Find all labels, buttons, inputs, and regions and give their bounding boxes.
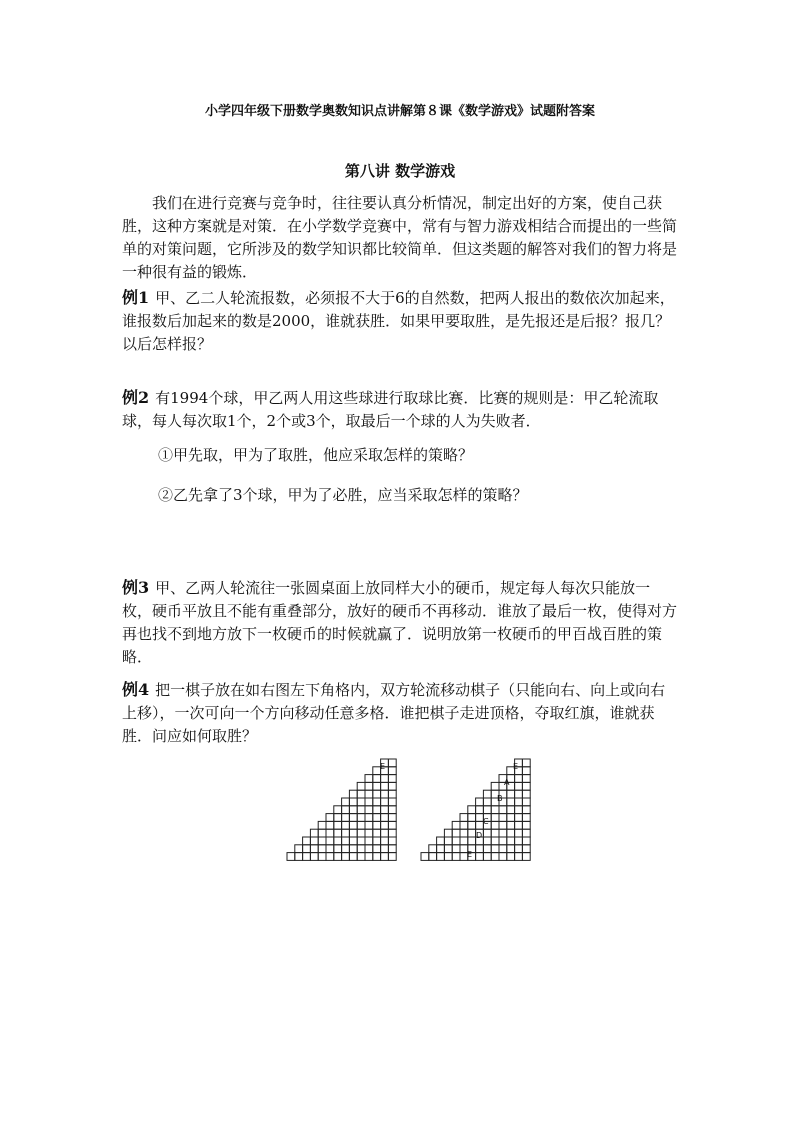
grid-cell [373, 798, 381, 806]
grid-cell [515, 829, 523, 837]
grid-cell [381, 775, 389, 783]
example-1-label: 例1 [122, 288, 150, 307]
grid-cell [326, 837, 334, 845]
grid-cell [365, 775, 373, 783]
grid-cell [388, 845, 396, 853]
grid-cell [318, 829, 326, 837]
grid-cell [388, 806, 396, 814]
grid-cell [310, 837, 318, 845]
grid-cell [515, 798, 523, 806]
grid-cell [388, 853, 396, 861]
grid-cell [342, 798, 350, 806]
grid-cell [499, 806, 507, 814]
grid-cell [381, 782, 389, 790]
grid-cell [326, 845, 334, 853]
grid-cell [515, 814, 523, 822]
grid-cell [381, 806, 389, 814]
grid-cell [483, 806, 491, 814]
grid-cell [491, 806, 499, 814]
grid-cell [388, 775, 396, 783]
grid-cell [318, 821, 326, 829]
grid-cell [507, 837, 515, 845]
grid-cell [388, 837, 396, 845]
grid-cell [349, 821, 357, 829]
grid-cell [381, 798, 389, 806]
grid-cell [295, 853, 303, 861]
grid-cell [373, 775, 381, 783]
document-title: 小学四年级下册数学奥数知识点讲解第８课《数学游戏》试题附答案 [204, 104, 595, 119]
grid-cell [349, 845, 357, 853]
grid-cell [522, 821, 530, 829]
grid-cell [522, 782, 530, 790]
grid-cell [373, 853, 381, 861]
grid-cell [522, 775, 530, 783]
grid-cell [452, 821, 460, 829]
grid-cell [507, 814, 515, 822]
example-2 [122, 386, 678, 433]
grid-cell [460, 821, 468, 829]
grid-cell [357, 837, 365, 845]
grid-cell [437, 845, 445, 853]
grid-cell [287, 853, 295, 861]
example-2-label: 例2 [122, 388, 150, 407]
grid-cell [373, 782, 381, 790]
grid-cell [388, 798, 396, 806]
grid-cell [452, 829, 460, 837]
grid-cell [318, 837, 326, 845]
grid-cell [357, 790, 365, 798]
grid-cell [373, 829, 381, 837]
grid-cell [342, 829, 350, 837]
grid-cell [365, 798, 373, 806]
grid-cell [468, 806, 476, 814]
grid-cell [373, 821, 381, 829]
grid-cell [326, 829, 334, 837]
grid-cell [507, 853, 515, 861]
grid-cell [365, 837, 373, 845]
grid-cell [373, 790, 381, 798]
grid-cell [310, 829, 318, 837]
grid-cell [522, 806, 530, 814]
grid-cell [310, 853, 318, 861]
grid-cell [429, 845, 437, 853]
grid-cell [357, 853, 365, 861]
grid-cell [491, 814, 499, 822]
grid-cell [515, 782, 523, 790]
grid-cell [507, 790, 515, 798]
grid-cell [388, 829, 396, 837]
grid-cell [334, 829, 342, 837]
grid-cell [381, 829, 389, 837]
example-4-label: 例4 [122, 680, 150, 699]
grid-cell [483, 845, 491, 853]
grid-cell [515, 821, 523, 829]
grid-cell [522, 798, 530, 806]
grid-cell [476, 853, 484, 861]
grid-cell [295, 845, 303, 853]
example-3-text: 甲、乙两人轮流往一张圆桌面上放同样大小的硬币，规定每人每次只能放一枚，硬币平放且不能有重叠部分，放好的硬币不再移动．谁放了最后一枚，使得对方再也找不到地方放下一枚硬币的时候就赢了．说明放第一枚硬币的甲百战百胜的策略． [122, 579, 678, 666]
grid-cell [342, 837, 350, 845]
grid-cell [476, 845, 484, 853]
grid-cell [326, 853, 334, 861]
grid-cell [365, 829, 373, 837]
grid-cell [342, 821, 350, 829]
grid-cell [444, 845, 452, 853]
grid-cell [483, 837, 491, 845]
grid-cell [507, 845, 515, 853]
grid-cell [476, 798, 484, 806]
grid-cell [468, 829, 476, 837]
grid-cell [318, 845, 326, 853]
grid-cell [499, 821, 507, 829]
grid-cell [499, 814, 507, 822]
square-label-d: D [476, 831, 483, 840]
grid-cell [373, 814, 381, 822]
grid-cell [365, 814, 373, 822]
square-label-c: C [483, 817, 489, 826]
grid-cell [334, 821, 342, 829]
example-2-question-2: ②乙先拿了3个球，甲为了必胜，应当采取怎样的策略？ [158, 486, 528, 504]
grid-cell [507, 806, 515, 814]
grid-cell [460, 814, 468, 822]
grid-cell [388, 782, 396, 790]
grid-cell [499, 829, 507, 837]
grid-cell [491, 821, 499, 829]
grid-cell [357, 814, 365, 822]
staircase-grid-right [420, 758, 532, 862]
example-3 [122, 576, 678, 669]
grid-cell [357, 821, 365, 829]
grid-cell [357, 829, 365, 837]
grid-cell [437, 837, 445, 845]
grid-cell [437, 853, 445, 861]
grid-cell [334, 845, 342, 853]
grid-cell [342, 814, 350, 822]
grid-cell [483, 853, 491, 861]
grid-cell [515, 837, 523, 845]
grid-cell [381, 837, 389, 845]
grid-cell [491, 845, 499, 853]
grid-cell [365, 853, 373, 861]
flag-label-right: E [513, 762, 519, 771]
flag-label-left: E [380, 762, 386, 771]
grid-cell [349, 837, 357, 845]
grid-cell [499, 853, 507, 861]
grid-cell [373, 837, 381, 845]
intro-paragraph: 我们在进行竞赛与竞争时，往往要认真分析情况，制定出好的方案，使自己获胜，这种方案就是对策．在小学数学竞赛中，常有与智力游戏相结合而提出的一些简单的对策问题，它所涉及的数学知识都比较简单．但这类题的解答对我们的智力将是一种很有益的锻炼． [122, 194, 678, 281]
grid-cell [342, 845, 350, 853]
grid-cell [483, 790, 491, 798]
grid-cell [326, 814, 334, 822]
grid-cell [381, 853, 389, 861]
grid-cell [381, 845, 389, 853]
grid-cell [334, 806, 342, 814]
grid-cell [349, 806, 357, 814]
grid-cell [491, 837, 499, 845]
grid-cell [342, 853, 350, 861]
grid-cell [334, 814, 342, 822]
grid-cell [303, 853, 311, 861]
grid-cell [507, 798, 515, 806]
grid-cell [381, 790, 389, 798]
example-4-text: 把一棋子放在如右图左下角格内，双方轮流移动棋子（只能向右、向上或向右上移），一次可向一个方向移动任意多格．谁把棋子走进顶格，夺取红旗，谁就获胜．问应如何取胜？ [122, 681, 666, 745]
grid-cell [388, 821, 396, 829]
grid-cell [365, 790, 373, 798]
grid-cell [507, 821, 515, 829]
lecture-title: 第八讲 数学游戏 [344, 162, 456, 180]
grid-cell [388, 759, 396, 767]
example-3-label: 例3 [122, 578, 150, 597]
grid-cell [373, 806, 381, 814]
grid-cell [303, 837, 311, 845]
grid-cell [522, 814, 530, 822]
grid-cell [515, 845, 523, 853]
grid-cell [334, 837, 342, 845]
grid-cell [326, 821, 334, 829]
example-2-text: 有1994个球，甲乙两人用这些球进行取球比赛．比赛的规则是：甲乙轮流取球，每人每次取1个，2个或3个，取最后一个球的人为失败者． [122, 389, 659, 430]
square-label-b: B [497, 794, 503, 803]
grid-cell [468, 837, 476, 845]
grid-cell [515, 775, 523, 783]
grid-cell [349, 798, 357, 806]
grid-cell [357, 782, 365, 790]
grid-cell [499, 845, 507, 853]
square-label-start: E [467, 850, 473, 859]
grid-cell [444, 837, 452, 845]
grid-cell [349, 814, 357, 822]
grid-cell [365, 845, 373, 853]
grid-cell [429, 853, 437, 861]
grid-cell [357, 845, 365, 853]
grid-cell [388, 790, 396, 798]
grid-cell [357, 806, 365, 814]
grid-cell [365, 821, 373, 829]
grid-cell [515, 853, 523, 861]
grid-cell [522, 853, 530, 861]
grid-cell [310, 845, 318, 853]
grid-cell [515, 806, 523, 814]
grid-cell [357, 798, 365, 806]
grid-cell [349, 790, 357, 798]
example-1-text: 甲、乙二人轮流报数，必须报不大于6的自然数，把两人报出的数依次加起来，谁报数后加起来的数是2000，谁就获胜．如果甲要取胜，是先报还是后报？报几？以后怎样报？ [122, 289, 675, 353]
grid-cell [491, 782, 499, 790]
grid-cell [522, 759, 530, 767]
grid-cell [522, 767, 530, 775]
grid-cell [388, 767, 396, 775]
square-label-a: A [504, 778, 510, 787]
grid-cell [468, 821, 476, 829]
grid-cell [460, 837, 468, 845]
grid-cell [483, 829, 491, 837]
grid-cell [515, 790, 523, 798]
grid-cell [342, 806, 350, 814]
grid-cell [468, 814, 476, 822]
grid-cell [365, 806, 373, 814]
grid-cell [522, 845, 530, 853]
grid-cell [349, 829, 357, 837]
grid-cell [483, 798, 491, 806]
grid-cell [303, 845, 311, 853]
grid-cell [388, 814, 396, 822]
grid-cell [452, 853, 460, 861]
grid-cell [522, 837, 530, 845]
grid-cell [381, 821, 389, 829]
grid-cell [499, 837, 507, 845]
grid-cell [381, 814, 389, 822]
staircase-grid-left [286, 758, 398, 862]
example-4 [122, 678, 678, 748]
grid-cell [460, 829, 468, 837]
grid-cell [373, 845, 381, 853]
example-2-question-1: ①甲先取，甲为了取胜，他应采取怎样的策略？ [158, 446, 474, 464]
grid-cell [491, 829, 499, 837]
grid-cell [507, 829, 515, 837]
grid-cell [421, 853, 429, 861]
grid-cell [522, 790, 530, 798]
grid-cell [522, 829, 530, 837]
grid-cell [452, 845, 460, 853]
grid-cell [365, 782, 373, 790]
grid-cell [444, 853, 452, 861]
example-1 [122, 286, 678, 356]
grid-cell [452, 837, 460, 845]
grid-cell [444, 829, 452, 837]
grid-cell [318, 853, 326, 861]
grid-cell [349, 853, 357, 861]
grid-cell [334, 853, 342, 861]
grid-cell [491, 853, 499, 861]
grid-cell [476, 806, 484, 814]
